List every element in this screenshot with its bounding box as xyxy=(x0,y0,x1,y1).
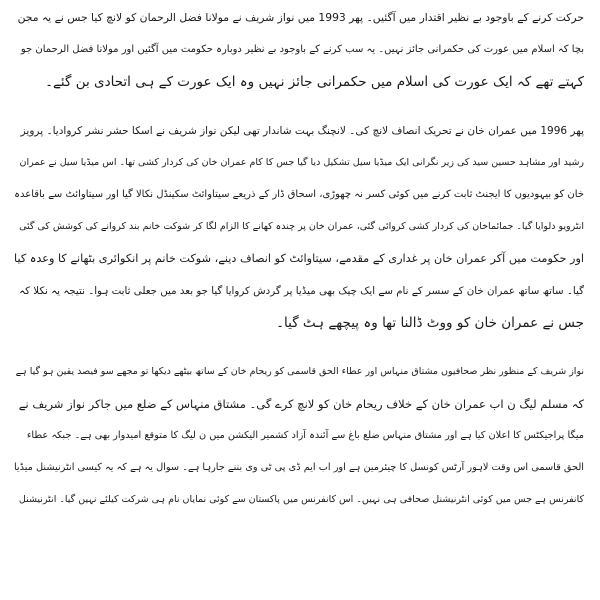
text-line: بچا کہ اسلام میں عورت کی حکمرانی جائز نہیں۔ یہ سب کرنے کے باوجود بے نظیر دوبارہ حکومت میں آگئیں اور مولانا فضل الرحمان جو xyxy=(20,44,584,55)
text-line: گیا۔ ساتھ ساتھ عمران خان کے سسر کے نام سے ایک چیک بھی میڈیا پر گردش کروایا گیا جو بعد میں جعلی ثابت ہوا۔ نتیجہ یہ نکلا کہ xyxy=(19,285,584,297)
text-line: خان کو بیہودیوں کا ایجنٹ ثابت کرنے میں کوئی کسر نہ چھوڑی، اسحاق ڈار کے ذریعے سیتاوائٹ سکینڈل نکالا گیا اور سیتاوائٹ سے باقاعدہ xyxy=(14,189,584,200)
text-line: نواز شریف کے منظور نظر صحافیوں مشتاق منہاس اور عطاء الحق قاسمی کو ریحام خان کے ساتھ بیٹھے دیکھا تو مجھے سو فیصد یقین ہو گیا ہے xyxy=(15,366,584,377)
text-line: میگا پراجیکٹس کا اعلان کیا ہے اور مشتاق منہاس ضلع باغ سے آئندہ آزاد کشمیر الیکشن میں ن لیگ کا متوقع امیدوار بھی ہے۔ جبکہ عطاء xyxy=(26,430,584,441)
text-line: الحق قاسمی اس وقت لاہور آرٹس کونسل کا چیئرمین ہے اور اب ایم ڈی پی ٹی وی بننے جارہا ہے۔ سوال یہ ہے کہ یہ کیسی انٹرنیشنل میڈیا xyxy=(14,462,584,473)
text-line: کہتے تھے کہ ایک عورت کی اسلام میں حکمرانی جائز نہیں وہ ایک عورت کے ہی اتحادی بن گئے۔ xyxy=(45,74,584,90)
text-line: حرکت کرنے کے باوجود بے نظیر اقتدار میں آگئیں۔ پھر 1993 میں نواز شریف نے مولانا فضل الرحمان کو لانچ کیا جس نے یہ مجن xyxy=(17,11,584,24)
paragraph-2 xyxy=(14,115,584,339)
text-line: کانفرنس ہے جس میں کوئی انٹرنیشنل صحافی ہی نہیں۔ اس کانفرنس میں پاکستان سے کوئی نمایاں نام ہی شرکت کیلئے نہیں گیا۔ انٹرنیشنل xyxy=(18,494,584,505)
text-line: رشید اور مشاہد حسین سید کی زیر نگرانی ایک میڈیا سیل تشکیل دیا گیا جس کا کام عمران خان کی کردار کشی تھا۔ اس میڈیا سیل نے عمران xyxy=(19,157,584,168)
text-line: کہ مسلم لیگ ن اب عمران خان کے خلاف ریحام خان کو لانچ کرے گی۔ مشتاق منہاس کے ضلع میں جاکر نواز شریف نے xyxy=(18,397,584,411)
paragraph-1 xyxy=(14,2,584,98)
text-line: اور حکومت میں آکر عمران خان پر غداری کے مقدمے، سیتاوائٹ کو انصاف دینے، شوکت خانم پر انکوائری بٹھانے کا وعدہ کیا xyxy=(14,252,584,265)
text-line: انٹرویو دلوایا گیا۔ جمائماخان کی کردار کشی کروائی گئی، عمران خان پر چندہ کھانے کا الزام لگا کر شوکت خانم بند کروانے کی کوشش کی گئی xyxy=(19,221,584,232)
text-line: جس نے عمران خان کو ووٹ ڈالنا تھا وہ پیچھے ہٹ گیا۔ xyxy=(276,315,584,331)
paragraph-gap xyxy=(14,98,584,115)
paragraph-3 xyxy=(14,356,584,516)
text-line: پھر 1996 میں عمران خان نے تحریک انصاف لانچ کی۔ لانچنگ بہت شاندار تھی لیکن نواز شریف نے اسکا حشر نشر کروادیا۔ پرویز xyxy=(20,125,584,137)
paragraph-gap xyxy=(14,339,584,356)
